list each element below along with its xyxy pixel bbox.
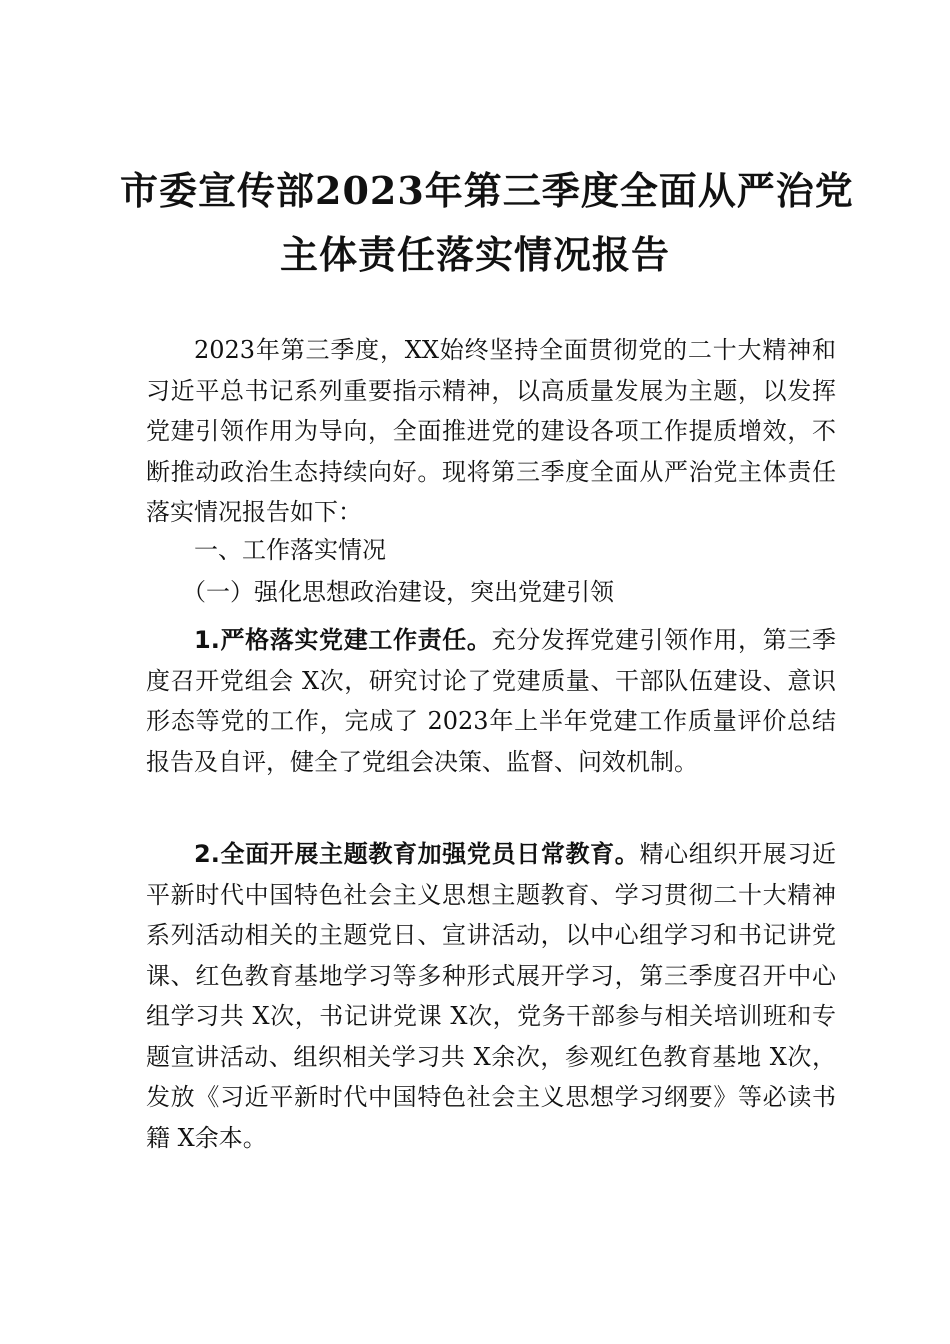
paragraph-item-1 (146, 620, 836, 782)
subsection-heading-1: （一）强化思想政治建设，突出党建引领 (182, 578, 614, 606)
item-2-lead: 2.全面开展主题教育加强党员日常教育。 (194, 840, 640, 868)
section-heading-1: 一、工作落实情况 (194, 536, 386, 564)
item-2-text: 精心组织开展习近平新时代中国特色社会主义思想主题教育、学习贯彻二十大精神系列活动相关的主题党日、宣讲活动，以中心组学习和书记讲党课、红色教育基地学习等多种形式展开学习，第三季度召开中心组学习共 X次，书记讲党课 X次，党务干部参与相关培训班和专题宣讲活动、组织相关学习共 X余次，参观红色教育基地 X次，发放《习近平新时代中国特色社会主义思想学习纲要》等必读书籍 X余本。 (146, 840, 836, 1152)
document-title-line-2: 主体责任落实情况报告 (279, 232, 670, 277)
item-1-lead: 1.严格落实党建工作责任。 (194, 626, 492, 654)
paragraph-item-2 (146, 834, 836, 1158)
item-1-text: 充分发挥党建引领作用，第三季度召开党组会 X次，研究讨论了党建质量、干部队伍建设、意识形态等党的工作，完成了 2023年上半年党建工作质量评价总结报告及自评，健全了党组会决策、监督、问效机制。 (146, 626, 836, 776)
document-title-line-1: 市委宣传部2023年第三季度全面从严治党 (120, 168, 854, 213)
intro-paragraph: 2023年第三季度，XX始终坚持全面贯彻党的二十大精神和习近平总书记系列重要指示精神，以高质量发展为主题，以发挥党建引领作用为导向，全面推进党的建设各项工作提质增效，不断推动政治生态持续向好。现将第三季度全面从严治党主体责任落实情况报告如下： (146, 336, 836, 526)
